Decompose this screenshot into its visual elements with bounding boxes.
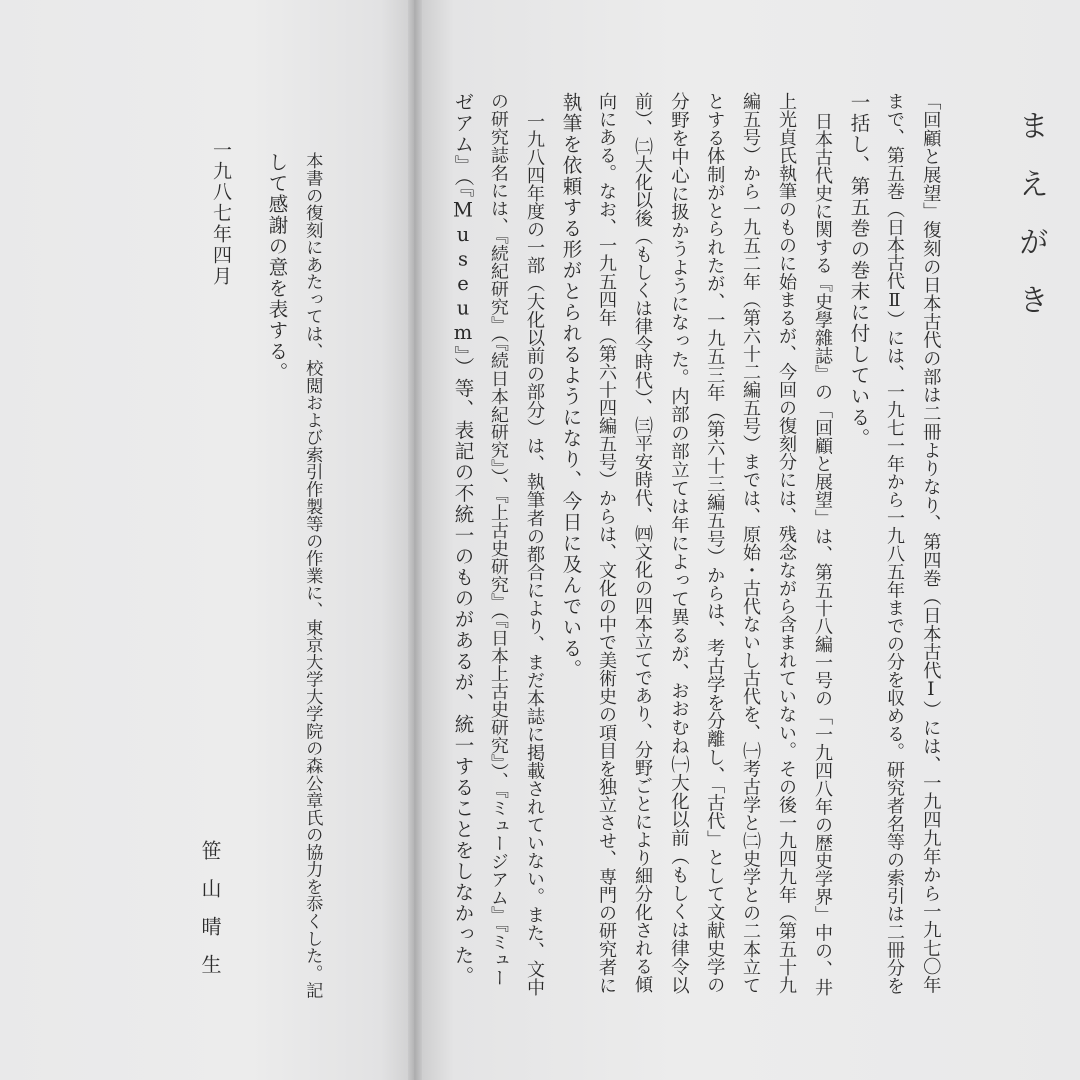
- preface-line: ゼアム』（『Museum』）等、表記の不統一のものがあるが、統一することをしなかった。: [451, 92, 475, 987]
- acknowledgement-line: して感謝の意を表する。: [265, 152, 289, 383]
- preface-line: 日本古代史に関する『史學雜誌』の「回顧と展望」は、第五十八編一号の「一九四八年の歴史学界」中の、井: [812, 112, 834, 996]
- preface-line: 前）、㈡大化以後（もしくは律令時代）、㈢平安時代、㈣文化の四本立てであり、分野ごとにより細分化される傾: [632, 92, 654, 993]
- author-signature: 笹山晴生: [198, 840, 222, 992]
- preface-line: 一九八四年度の一部（大化以前の部分）は、執筆者の都合により、まだ本誌に掲載されていない。また、文中: [524, 112, 546, 996]
- preface-line: の研究誌名には、『続紀研究』（『続日本紀研究』）、『上古史研究』（『日本上古史研究』）、『ミュージアム』『ミュー: [487, 92, 509, 987]
- page-title: まえがき: [1013, 110, 1048, 342]
- date-line: 一九八七年四月: [210, 140, 232, 287]
- preface-line: 向にある。なお、一九五四年（第六十四編五号）からは、文化の中で美術史の項目を独立させ、専門の研究者に: [596, 92, 618, 994]
- preface-line: 分野を中心に扱かうようになった。内部の部立ては年によって異るが、おおむね㈠大化以前（もしくは律令以: [668, 92, 690, 995]
- preface-line: 上光貞氏執筆のものに始まるが、今回の復刻分には、残念ながら含まれていない。その後一九四九年（第五十九: [776, 92, 798, 994]
- preface-line: 一括し、第五巻の巻末に付している。: [847, 92, 871, 449]
- preface-line: 編五号）から一九五二年（第六十二編五号）までは、原始・古代ないし古代を、㈠考古学と㈡史学との二本立て: [740, 92, 762, 994]
- preface-line: 「回顧と展望」復刻の日本古代の部は二冊よりなり、第四巻（日本古代Ⅰ）には、一九四九年から一九七〇年: [920, 92, 942, 994]
- acknowledgement-line: 本書の復刻にあたっては、校閲および索引作製等の作業に、東京大学大学院の森公章氏の協力を忝くした。記: [302, 152, 323, 999]
- preface-line: まで、第五巻（日本古代Ⅱ）には、一九七一年から一九八五年までの分を収める。研究者名等の索引は二冊分を: [883, 92, 905, 995]
- preface-line: とする体制がとられたが、一九五三年（第六十三編五号）からは、考古学を分離し、「古代」として文献史学の: [704, 92, 726, 994]
- preface-line: 執筆を依頼する形がとられるようになり、今日に及んでいる。: [559, 92, 583, 680]
- book-gutter: [408, 0, 422, 1080]
